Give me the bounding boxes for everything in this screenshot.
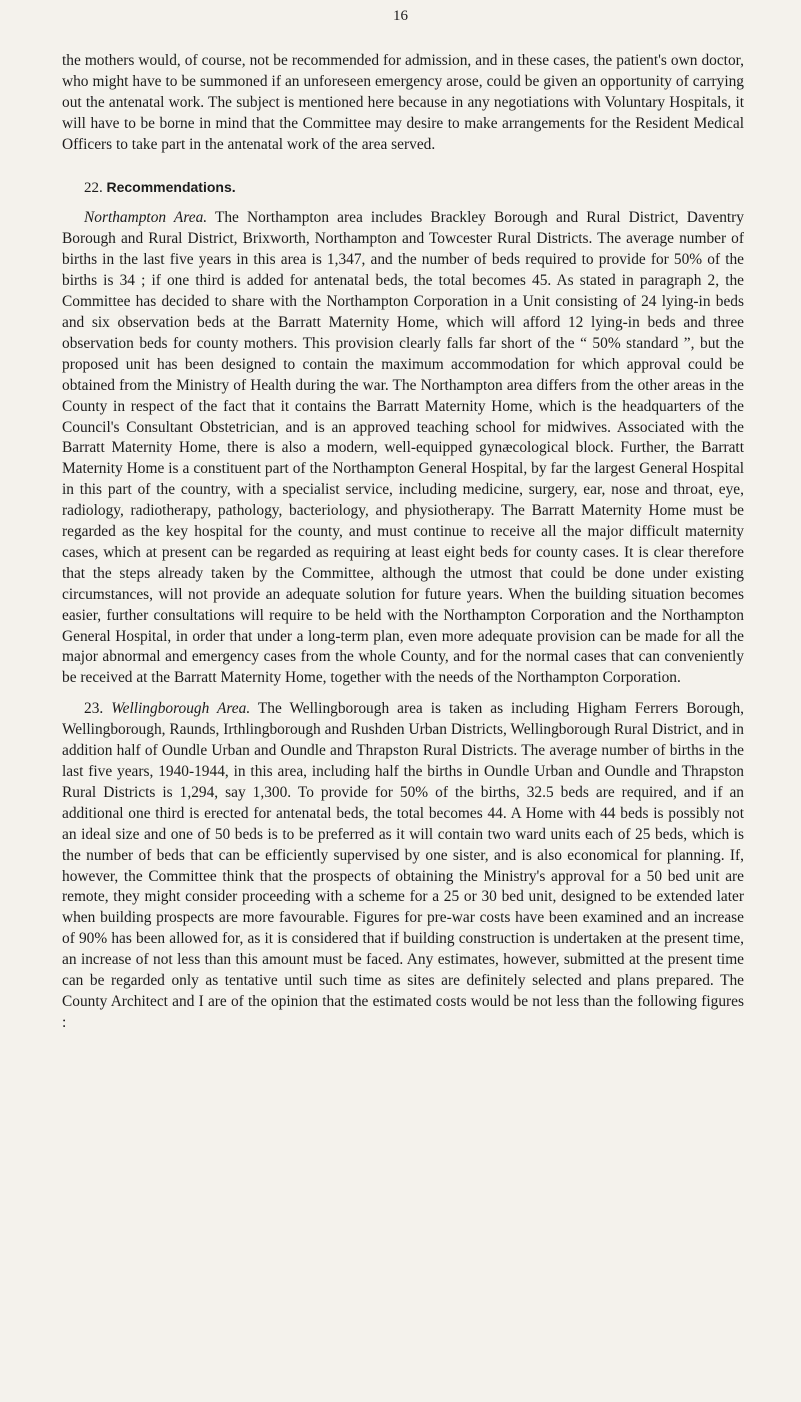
paragraph-northampton-area	[62, 208, 744, 689]
section-title: Recommendations.	[106, 178, 236, 195]
document-body	[62, 51, 744, 1034]
section-heading-recommendations	[62, 177, 744, 199]
northampton-area-text: The Northampton area includes Brackley Borough and Rural District, Daventry Borough and Rural District, Brixworth, Northampton and Towcester Rural Districts. The average number of births in the last five years in this area is 1,347, and the number of beds required to provide for 50% of the births is 34 ; if one third is added for antenatal beds, the total becomes 45. As stated in paragraph 2, the Committee has decided to share with the Northampton Corporation in a Unit consisting of 24 lying-in beds and six observation beds at the Barratt Maternity Home, which will afford 12 lying-in beds and three observation beds for county mothers. This provision clearly falls far short of the “ 50% standard ”, but the proposed unit has been designed to contain the maximum accommodation for which approval could be obtained from the Ministry of Health during the war. The Northampton area differs from the other areas in the County in respect of the fact that it contains the Barratt Maternity Home, which is the headquarters of the Council's Consultant Obstetrician, and is an approved teaching school for midwives. Associated with the Barratt Maternity Home, there is also a modern, well-equipped gynæcological block. Further, the Barratt Maternity Home is a constituent part of the Northampton General Hospital, by far the largest General Hospital in this part of the country, with a specialist service, including medicine, surgery, ear, nose and throat, eye, radiology, radiotherapy, pathology, bacteriology, and physiotherapy. The Barratt Maternity Home must be regarded as the key hospital for the county, and must continue to receive all the major difficult maternity cases, which at present can be regarded as requiring at least eight beds for county cases. It is clear therefore that the steps already taken by the Committee, although the utmost that could be done under existing circumstances, will not provide an adequate solution for future years. When the building situation becomes easier, further consultations will require to be held with the Northampton Corporation and the Northampton General Hospital, in order that under a long-term plan, even more adequate provision can be made for all the major abnormal and emergency cases from the whole County, and for the normal cases that can conveniently be received at the Barratt Maternity Home, together with the needs of the Northampton Corporation.	[62, 209, 744, 687]
page-number: 16	[393, 8, 408, 24]
wellingborough-area-lead: Wellingborough Area.	[111, 700, 251, 718]
paragraph-antenatal-work: the mothers would, of course, not be recommended for admission, and in these cases, the patient's own doctor, who might have to be summoned if an unforeseen emergency arose, could be given an opportunity of carrying out the antenatal work. The subject is mentioned here because in any negotiations with Voluntary Hospitals, it will have to be borne in mind that the Committee may desire to make arrangements for the Resident Medical Officers to take part in the antenatal work of the area served.	[62, 52, 744, 153]
paragraph-wellingborough-area	[62, 699, 744, 1034]
wellingborough-number: 23.	[84, 700, 104, 718]
section-number: 22.	[84, 179, 103, 196]
wellingborough-area-text: The Wellingborough area is taken as including Higham Ferrers Borough, Wellingborough, Raunds, Irthlingborough and Rushden Urban Districts, Wellingborough Rural District, and in addition half of Oundle Urban and Oundle and Thrapston Rural Districts. The average number of births in the last five years, 1940-1944, in this area, including half the births in Oundle Urban and Oundle and Thrapston Rural Districts is 1,294, say 1,300. To provide for 50% of the births, 32.5 beds are required, and if an additional one third is erected for antenatal beds, the total becomes 44. A Home with 44 beds is possibly not an ideal size and one of 50 beds is to be preferred as it will contain two ward units each of 25 beds, which is the number of beds that can be efficiently supervised by one sister, and is also economical for planning. If, however, the Committee think that the prospects of obtaining the Ministry's approval for a 50 bed unit are remote, they might consider proceeding with a scheme for a 25 or 30 bed unit, designed to be extended later when building prospects are more favourable. Figures for pre-war costs have been examined and an increase of 90% has been allowed for, as it is considered that if building construction is undertaken at the present time, an increase of not less than this amount must be faced. Any estimates, however, submitted at the present time can be regarded only as tentative until such time as sites are definitely selected and plans prepared. The County Architect and I are of the opinion that the estimated costs would be not less than the following figures :	[62, 700, 744, 1031]
northampton-area-lead: Northampton Area.	[84, 209, 208, 227]
